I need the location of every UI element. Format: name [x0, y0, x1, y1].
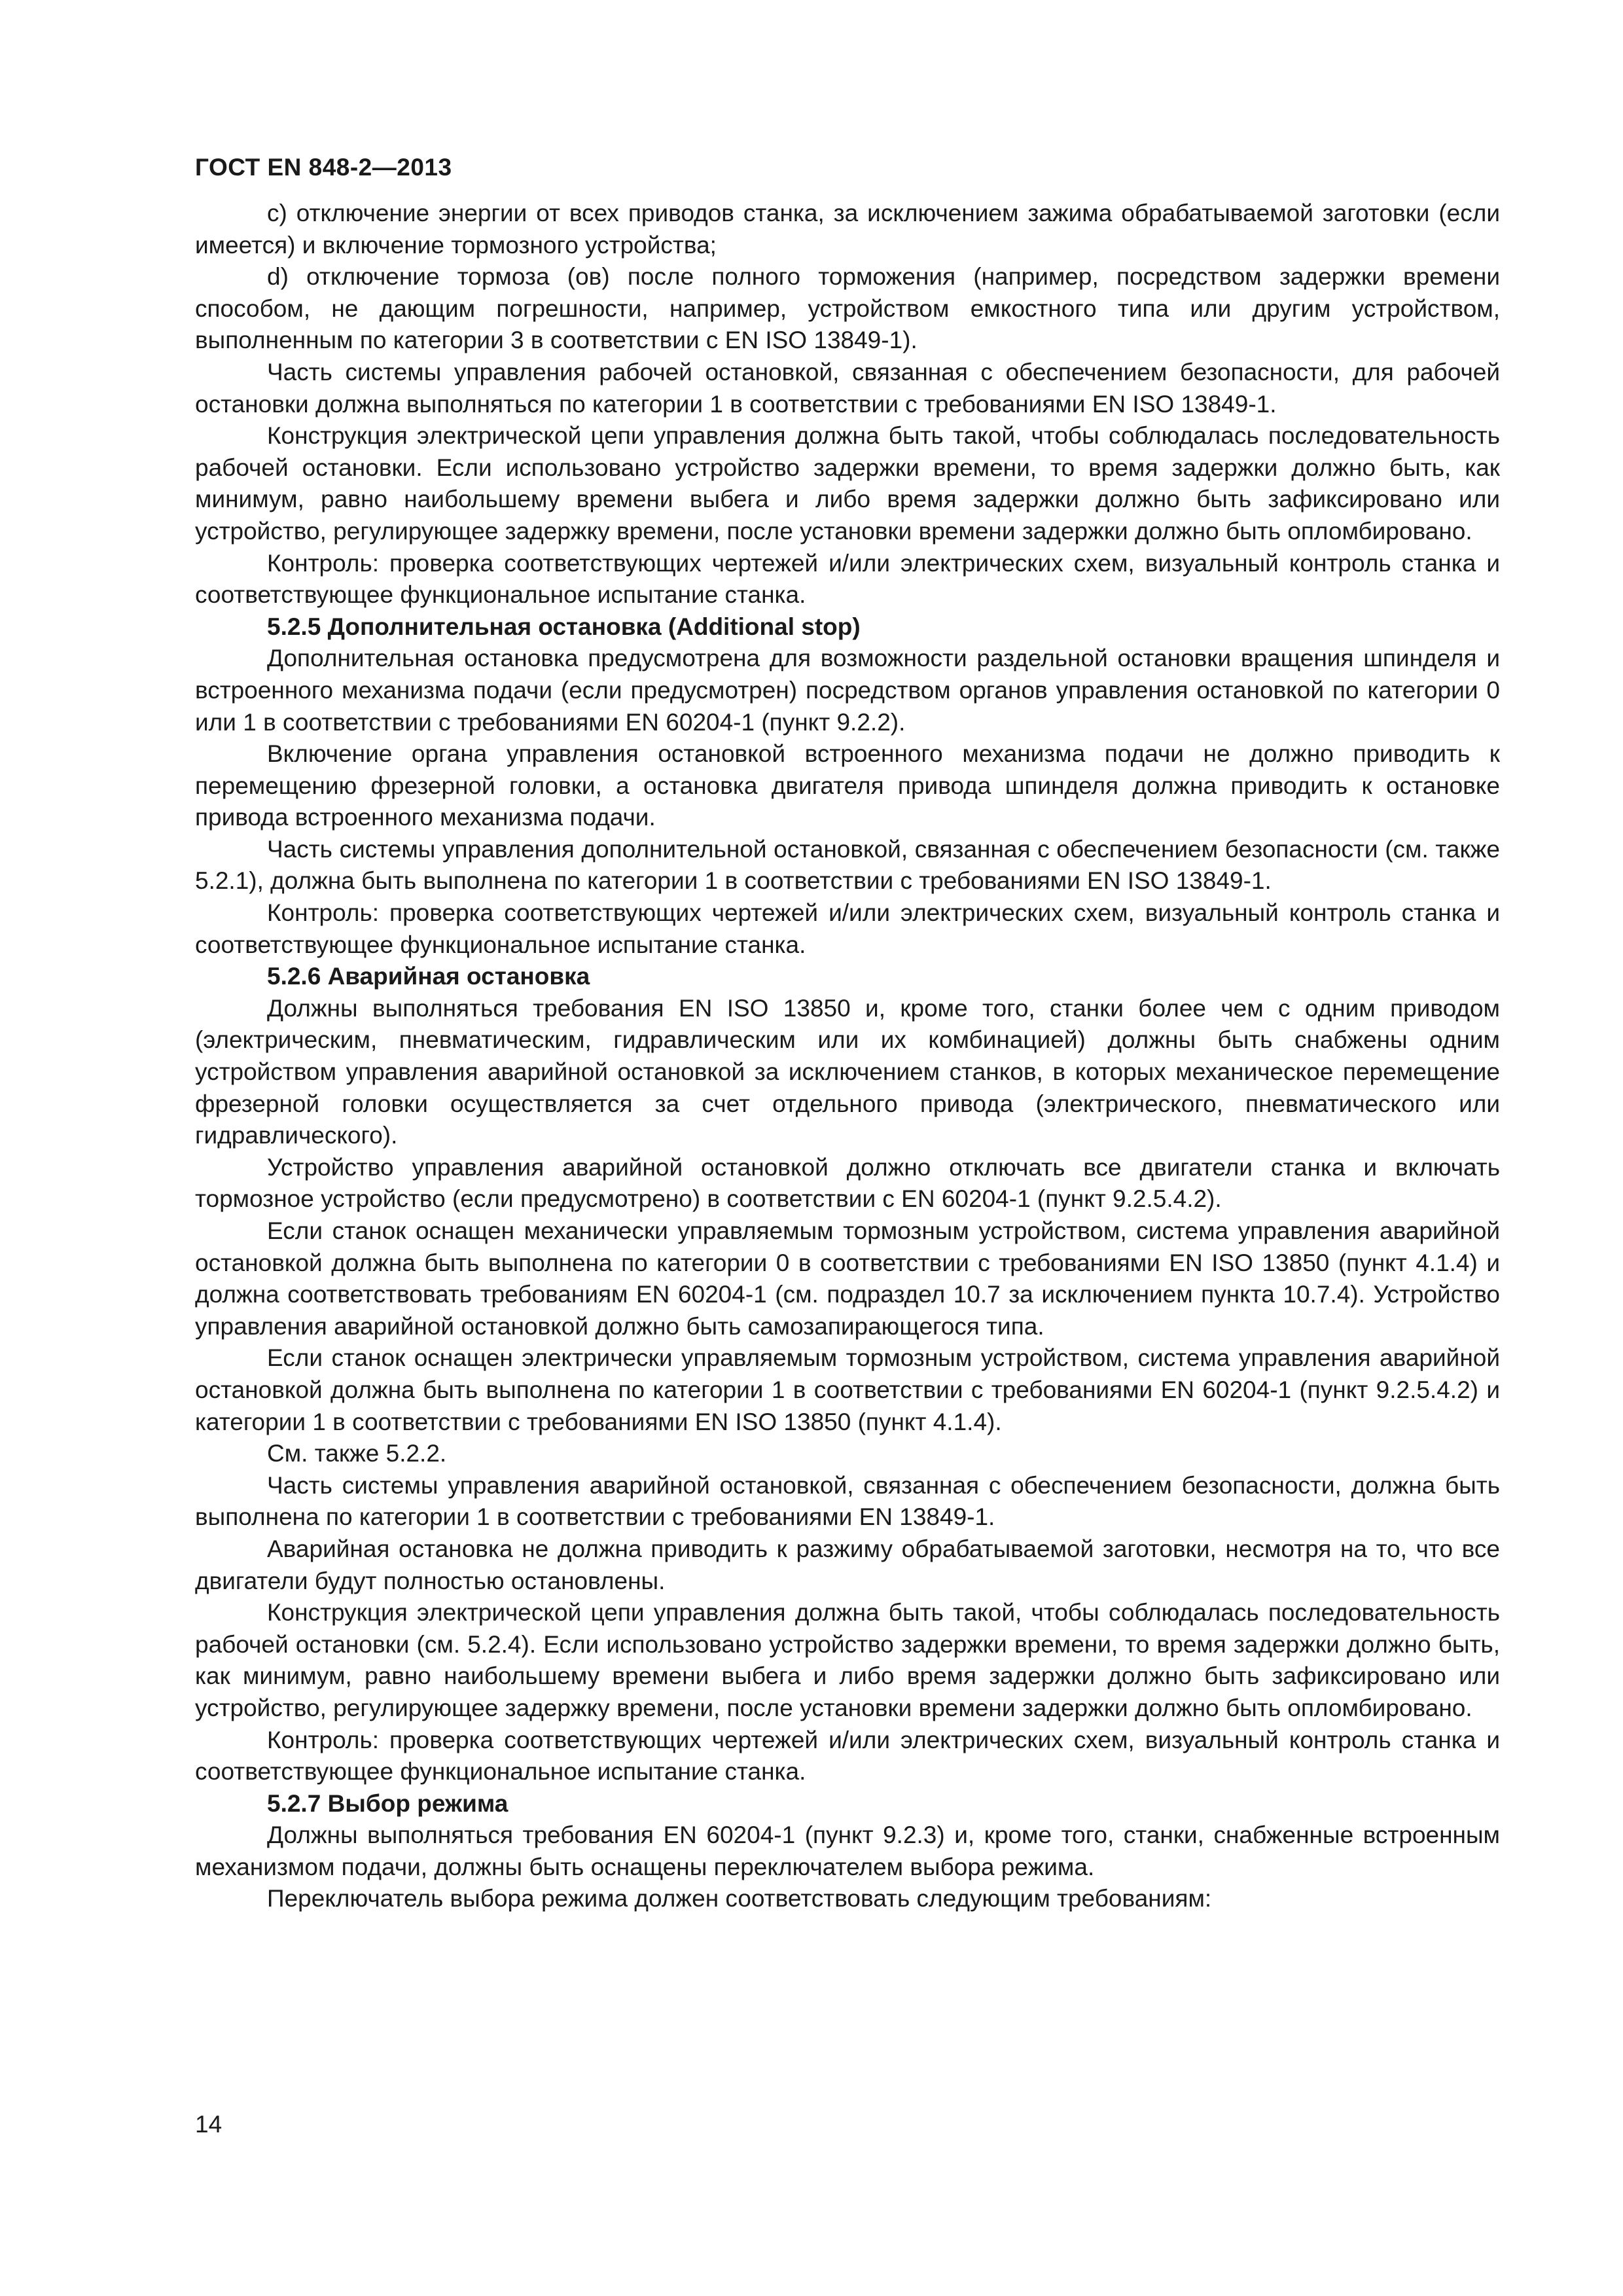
paragraph: Контроль: проверка соответствующих чертежей и/или электрических схем, визуальный контроль станка и соответствующее функциональное испытание станка.: [195, 549, 1500, 609]
paragraph: d) отключение тормоза (ов) после полного торможения (например, посредством задержки времени способом, не дающим погрешности, например, устройством емкостного типа или другим устройством, выполненным по категории 3 в соответствии с EN ISO 13849-1).: [195, 263, 1500, 354]
paragraph: Дополнительная остановка предусмотрена для возможности раздельной остановки вращения шпинделя и встроенного механизма подачи (если предусмотрен) посредством органов управления остановкой по категории 0 или 1 в соответствии с требованиями EN 60204-1 (пункт 9.2.2).: [195, 645, 1500, 736]
page-number: 14: [195, 2111, 223, 2138]
paragraph: Контроль: проверка соответствующих чертежей и/или электрических схем, визуальный контроль станка и соответствующее функциональное испытание станка.: [195, 899, 1500, 958]
paragraph: Должны выполняться требования EN ISO 13850 и, кроме того, станки более чем с одним приводом (электрическим, пневматическим, гидравлическим или их комбинацией) должны быть снабжены одним устройством управления аварийной остановкой за исключением станков, в которых механическое перемещение фрезерной головки осуществляется за счет отдельного привода (электрического, пневматического или гидравлического).: [195, 994, 1500, 1149]
section-heading-5-2-6: 5.2.6 Аварийная остановка: [267, 963, 590, 990]
paragraph: Устройство управления аварийной остановкой должно отключать все двигатели станка и включать тормозное устройство (если предусмотрено) в соответствии с EN 60204-1 (пункт 9.2.5.4.2).: [195, 1153, 1500, 1213]
paragraph: Включение органа управления остановкой встроенного механизма подачи не должно приводить к перемещению фрезерной головки, а остановка двигателя привода шпинделя должна приводить к остановке привода встроенного механизма подачи.: [195, 740, 1500, 831]
paragraph: Переключатель выбора режима должен соответствовать следующим требованиям:: [267, 1885, 1212, 1912]
paragraph: Часть системы управления рабочей остановкой, связанная с обеспечением безопасности, для рабочей остановки должна выполняться по категории 1 в соответствии с требованиями EN ISO 13849-1.: [195, 358, 1500, 418]
paragraph: Конструкция электрической цепи управления должна быть такой, чтобы соблюдалась последовательность рабочей остановки (см. 5.2.4). Если использовано устройство задержки времени, то время задержки должно быть, как минимум, равно наибольшему времени выбега и либо время задержки должно быть зафиксировано или устройство, регулирующее задержку времени, после установки времени задержки должно быть опломбировано.: [195, 1599, 1500, 1721]
paragraph: См. также 5.2.2.: [267, 1440, 447, 1467]
paragraph: Если станок оснащен механически управляемым тормозным устройством, система управления аварийной остановкой должна быть выполнена по категории 0 в соответствии с требованиями EN ISO 13850 (пункт 4.1.4) и должна соответствовать требованиям EN 60204-1 (см. подраздел 10.7 за исключением пункта 10.7.4). Устройство управления аварийной остановкой должно быть самозапирающегося типа.: [195, 1217, 1500, 1340]
document-body: [195, 198, 1500, 1915]
paragraph: Аварийная остановка не должна приводить к разжиму обрабатываемой заготовки, несмотря на то, что все двигатели будут полностью остановлены.: [195, 1535, 1500, 1594]
paragraph: Если станок оснащен электрически управляемым тормозным устройством, система управления аварийной остановкой должна быть выполнена по категории 1 в соответствии с требованиями EN 60204-1 (пункт 9.2.5.4.2) и категории 1 в соответствии с требованиями EN ISO 13850 (пункт 4.1.4).: [195, 1344, 1500, 1435]
paragraph: Конструкция электрической цепи управления должна быть такой, чтобы соблюдалась последовательность рабочей остановки. Если использовано устройство задержки времени, то время задержки должно быть, как минимум, равно наибольшему времени выбега и либо время задержки должно быть зафиксировано или устройство, регулирующее задержку времени, после установки времени задержки должно быть опломбировано.: [195, 422, 1500, 545]
section-heading-5-2-7: 5.2.7 Выбор режима: [267, 1789, 508, 1817]
paragraph: Часть системы управления аварийной остановкой, связанная с обеспечением безопасности, должна быть выполнена по категории 1 в соответствии с требованиями EN 13849-1.: [195, 1471, 1500, 1531]
section-heading-5-2-5: 5.2.5 Дополнительная остановка (Additional stop): [267, 613, 861, 640]
paragraph: Часть системы управления дополнительной остановкой, связанная с обеспечением безопасности (см. также 5.2.1), должна быть выполнена по категории 1 в соответствии с требованиями EN ISO 13849-1.: [195, 835, 1500, 895]
paragraph: Должны выполняться требования EN 60204-1 (пункт 9.2.3) и, кроме того, станки, снабженные встроенным механизмом подачи, должны быть оснащены переключателем выбора режима.: [195, 1821, 1500, 1880]
paragraph: c) отключение энергии от всех приводов станка, за исключением зажима обрабатываемой заготовки (если имеется) и включение тормозного устройства;: [195, 200, 1500, 259]
document-header: ГОСТ EN 848-2—2013: [195, 154, 452, 181]
paragraph: Контроль: проверка соответствующих чертежей и/или электрических схем, визуальный контроль станка и соответствующее функциональное испытание станка.: [195, 1726, 1500, 1785]
